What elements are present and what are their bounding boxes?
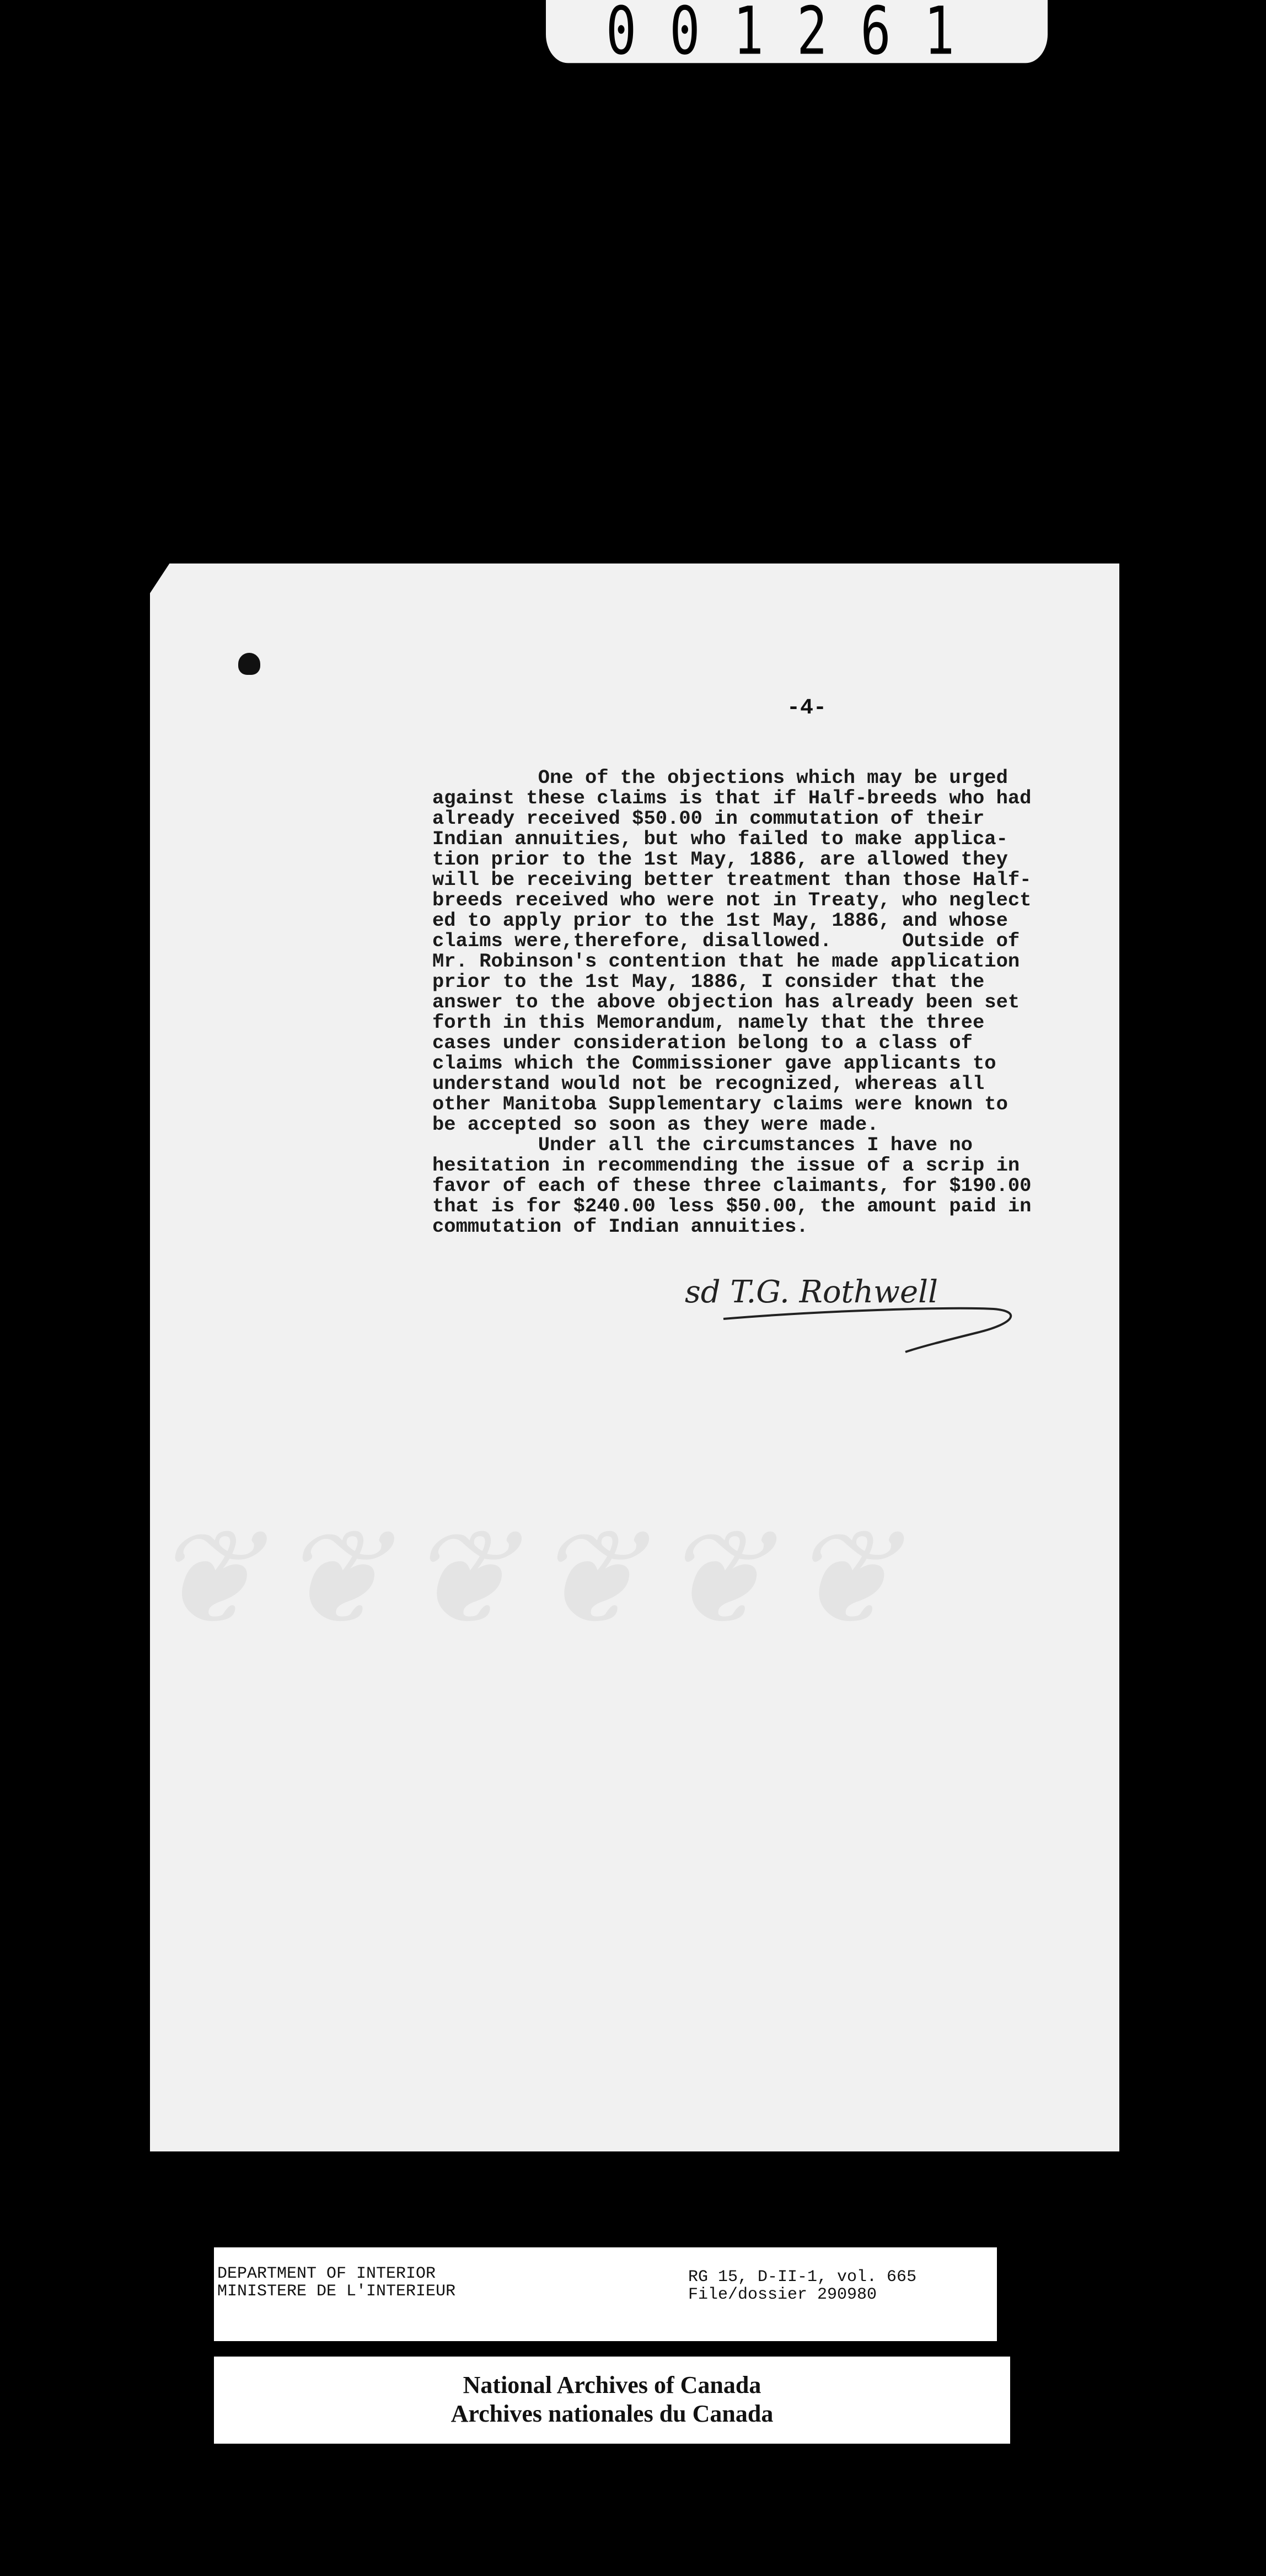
department-names xyxy=(217,2265,455,2300)
text-line: Indian annuities, but who failed to make applica- xyxy=(432,828,1008,850)
punch-hole xyxy=(238,653,260,675)
file-dossier-ref: File/dossier 290980 xyxy=(688,2285,877,2304)
text-line: against these claims is that if Half-breeds who had xyxy=(432,787,1032,809)
archives-name-en: National Archives of Canada xyxy=(463,2371,761,2398)
department-name-fr: MINISTERE DE L'INTERIEUR xyxy=(217,2282,456,2301)
text-line: will be receiving better treatment than those Half- xyxy=(432,868,1032,891)
text-line: ed to apply prior to the 1st May, 1886, and whose xyxy=(432,909,1008,932)
signature xyxy=(685,1258,1082,1357)
file-reference xyxy=(688,2268,916,2304)
document-page xyxy=(150,564,1119,2151)
text-line: that is for $240.00 less $50.00, the amount paid in xyxy=(432,1195,1032,1217)
paper-watermark: ❦❦❦❦❦❦ xyxy=(150,1501,915,1655)
signature-flourish xyxy=(723,1308,1011,1352)
record-group-ref: RG 15, D-II-1, vol. 665 xyxy=(688,2268,917,2287)
memorandum-body xyxy=(432,768,1066,1237)
text-line: cases under consideration belong to a class of xyxy=(432,1032,973,1054)
text-line: tion prior to the 1st May, 1886, are allowed they xyxy=(432,848,1008,871)
text-line: Mr. Robinson's contention that he made application xyxy=(432,950,1020,973)
signature-text: sd T.G. Rothwell xyxy=(685,1274,938,1310)
text-line: understand would not be recognized, whereas all xyxy=(432,1072,985,1095)
department-name-en: DEPARTMENT OF INTERIOR xyxy=(217,2264,436,2283)
text-line: answer to the above objection has already been set xyxy=(432,991,1020,1013)
department-label xyxy=(214,2247,997,2341)
text-line: prior to the 1st May, 1886, I consider that the xyxy=(432,970,985,993)
text-line: claims which the Commissioner gave applicants to xyxy=(432,1052,996,1075)
text-line: hesitation in recommending the issue of a scrip in xyxy=(432,1154,1020,1177)
archives-label xyxy=(214,2357,1010,2444)
text-line: breeds received who were not in Treaty, who neglect xyxy=(432,889,1032,911)
folded-corner xyxy=(146,561,171,600)
text-line: favor of each of these three claimants, for $190.00 xyxy=(432,1174,1032,1197)
text-line: be accepted so soon as they were made. xyxy=(432,1113,879,1136)
page-number: -4- xyxy=(787,696,827,721)
text-line: other Manitoba Supplementary claims were known to xyxy=(432,1093,1008,1115)
text-line: commutation of Indian annuities. xyxy=(432,1215,808,1238)
text-line: One of the objections which may be urged xyxy=(432,766,1008,789)
text-line: forth in this Memorandum, namely that the three xyxy=(432,1011,985,1034)
text-line: Under all the circumstances I have no xyxy=(432,1134,973,1156)
frame-number: 001261 xyxy=(546,0,1048,63)
text-line: already received $50.00 in commutation of their xyxy=(432,807,985,830)
archives-name-fr: Archives nationales du Canada xyxy=(450,2400,774,2427)
text-line: claims were,therefore, disallowed. Outside of xyxy=(432,930,1020,952)
